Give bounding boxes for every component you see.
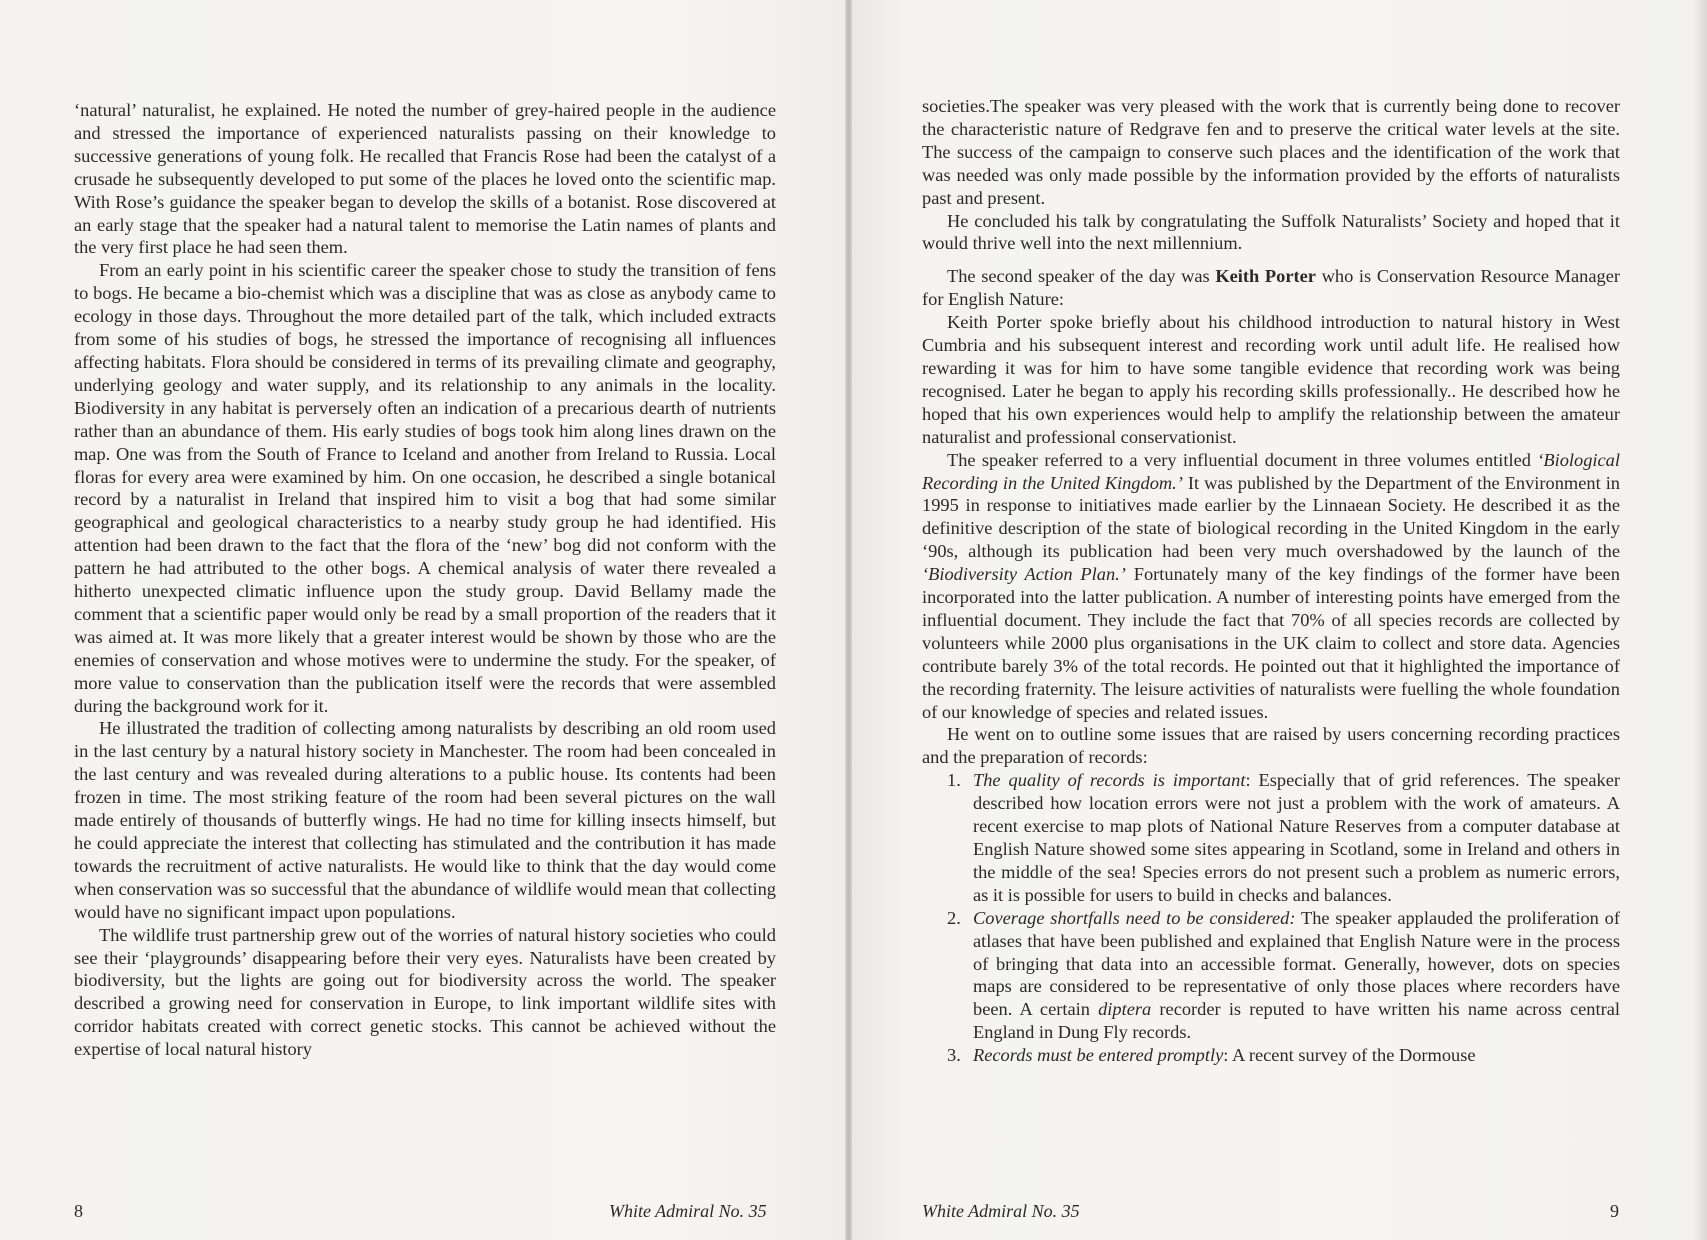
text-run: The second speaker of the day was (947, 266, 1216, 287)
list-item (922, 769, 1620, 906)
paragraph: He illustrated the tradition of collecting among naturalists by describing an old room used in the last century by a natural history society in Manchester. The room had been concealed in the last century and was revealed during alterations to a public house. Its contents had been frozen in time. The most striking feature of the room had been several pictures on the wall made entirely of thousands of butterfly wings. He had no time for killing insects himself, but he could appreciate the interest that collecting has stimulated and the contribution it has made towards the recruitment of active naturalists. He would like to think that the day would come when conservation was so successful that the abundance of wildlife would mean that collecting would have no significant impact upon populations. (74, 718, 776, 922)
text-run: It was published by the Department of the Environment in 1995 in response to initiatives made earlier by the Linnaean Society. He described it as the definitive description of the state of biological recording in the United Kingdom in the early ‘90s, although its publication had been very much overshadowed by the launch of the (922, 472, 1620, 562)
list-item (922, 1044, 1620, 1067)
journal-footer: White Admiral No. 35 (922, 1201, 1080, 1221)
paragraph: Keith Porter spoke briefly about his childhood introduction to natural history in West Cumbria and his subsequent interest and recording work until adult life. He realised how rewarding it was for him to have some tangible evidence that recording work was being recognised. Later he began to apply his recording skills professionally.. He described how he hoped that his own experiences would help to amplify the relationship between the amateur naturalist and professional conservationist. (922, 312, 1620, 447)
book-gutter (845, 0, 852, 1240)
paragraph: From an early point in his scientific career the speaker chose to study the transition of fens to bogs. He became a bio-chemist which was a discipline that was as close as anybody came to ecology in those days. Throughout the more detailed part of the talk, which included extracts from some of his studies of bogs, he stressed the importance of recognising all influences affecting habitats. Flora should be considered in terms of its prevailing climate and geography, underlying geology and water supply, and its relationship to any animals in the locality. Biodiversity in any habitat is perversely often an indication of a precarious dearth of nutrients rather than an abundance of them. His early studies of bogs took him along lines drawn on the map. One was from the South of France to Iceland and another from Ireland to Russia. Local floras for every area were examined by him. On one occasion, he described a single botanical record by a naturalist in Ireland that inspired him to visit a bog that had some similar geographical and geological characteristics to a nearby study group he had identified. His attention had been drawn to the fact that the flora of the ‘new’ bog did not conform with the pattern he had attributed to the other bogs. A chemical analysis of water there revealed a hitherto unexpected climatic influence upon the study group. David Bellamy made the comment that a scientific paper would only be read by a small proportion of the readers that it was aimed at. It was more likely that a greater interest would be shown by those who are the enemies of conservation and whose motives were to undermine the study. For the speaker, of more value to conservation than the publication itself were the records that were assembled during the background work for it. (74, 260, 776, 716)
paragraph: He went on to outline some issues that are raised by users concerning recording practices and the preparation of records: (922, 724, 1620, 768)
page-number: 9 (1610, 1201, 1619, 1221)
text-run: Fortunately many of the key findings of the former have been incorporated into the latter publication. A number of interesting points have emerged from the influential document. They include the fact that 70% of all species records are collected by volunteers while 2000 plus organisations in the UK claim to collect and store data. Agencies contribute barely 3% of the total records. He pointed out that it highlighted the importance of the recording fraternity. The leisure activities of naturalists were fuelling the whole foundation of our knowledge of species and related issues. (922, 564, 1620, 722)
text-run: The speaker referred to a very influential document in three volumes entitled (947, 449, 1538, 470)
text-run: recorder is reputed to have written his name across central England in Dung Fly records. (973, 999, 1620, 1043)
list-item (922, 907, 1620, 1044)
list-number: 2. (947, 907, 961, 928)
left-page-body (74, 99, 776, 1061)
paragraph: He concluded his talk by congratulating the Suffolk Naturalists’ Society and hoped that it would thrive well into the next millennium. (922, 210, 1620, 254)
journal-footer: White Admiral No. 35 (609, 1201, 767, 1221)
text-run: The speaker applauded the proliferation of atlases that have been published and explained that English Nature were in the process of bringing that data into an accessible format. Generally, however, dots on species maps are considered to be representative of only those places where recorders have been. A certain (973, 907, 1620, 1020)
paragraph: ‘natural’ naturalist, he explained. He noted the number of grey-haired people in the audience and stressed the importance of experienced naturalists passing on their knowledge to successive generations of young folk. He recalled that Francis Rose had been the catalyst of a crusade he subsequently developed to put some of the places he loved onto the scientific map. With Rose’s guidance the speaker began to develop the skills of a botanist. Rose discovered at an early stage that the speaker had a natural talent to memorise the Latin names of plants and the very first place he had seen them. (74, 100, 776, 258)
paragraph: societies.The speaker was very pleased with the work that is currently being done to recover the characteristic nature of Redgrave fen and to preserve the critical water levels at the site. The success of the campaign to conserve such places and the identification of the work that was needed was only made possible by the information provided by the efforts of naturalists past and present. (922, 96, 1620, 208)
speaker-name: Keith Porter (1215, 266, 1316, 287)
page-number: 8 (74, 1201, 83, 1221)
italic-term: diptera (1098, 999, 1152, 1020)
document-title: ‘Biodiversity Action Plan.’ (922, 564, 1126, 585)
right-page-body (922, 95, 1620, 1067)
document-title: ‘Biological Recording in the United Kingdom.’ (922, 449, 1620, 493)
left-page (0, 0, 845, 1240)
list-lead: Records must be entered promptly (973, 1045, 1224, 1066)
paragraph (922, 265, 1620, 311)
paragraph: The wildlife trust partnership grew out of the worries of natural history societies who could see their ‘playgrounds’ disappearing before their very eyes. Naturalists have been created by biodiversity, but the lights are going out for biodiversity across the world. The speaker described a growing need for conservation in Europe, to link important wildlife sites with corridor habitats created with correct genetic stocks. This cannot be achieved without the expertise of local natural history (74, 924, 776, 1060)
text-run: : (1223, 1045, 1232, 1066)
list-number: 3. (947, 1045, 961, 1066)
right-page (852, 0, 1707, 1240)
page-edge-shadow (1693, 0, 1707, 1240)
text-run: who is Conservation Resource Manager for English Nature: (922, 266, 1620, 310)
text-run: A recent survey of the Dormouse (1231, 1045, 1476, 1066)
list-number: 1. (947, 770, 961, 791)
paragraph (922, 449, 1620, 724)
list-lead: Coverage shortfalls need to be considered: (973, 907, 1296, 928)
text-run: Especially that of grid references. The speaker described how location errors were not just a problem with the work of amateurs. A recent exercise to map plots of National Nature Reserves from a computer database at English Nature showed some sites appearing in Scotland, some in Ireland and others in the middle of the sea! Species errors do not present such a problem as numeric errors, as it is possible for users to build in checks and balances. (973, 770, 1620, 905)
list-lead: The quality of records is important (973, 770, 1246, 791)
text-run: : (1245, 770, 1259, 791)
